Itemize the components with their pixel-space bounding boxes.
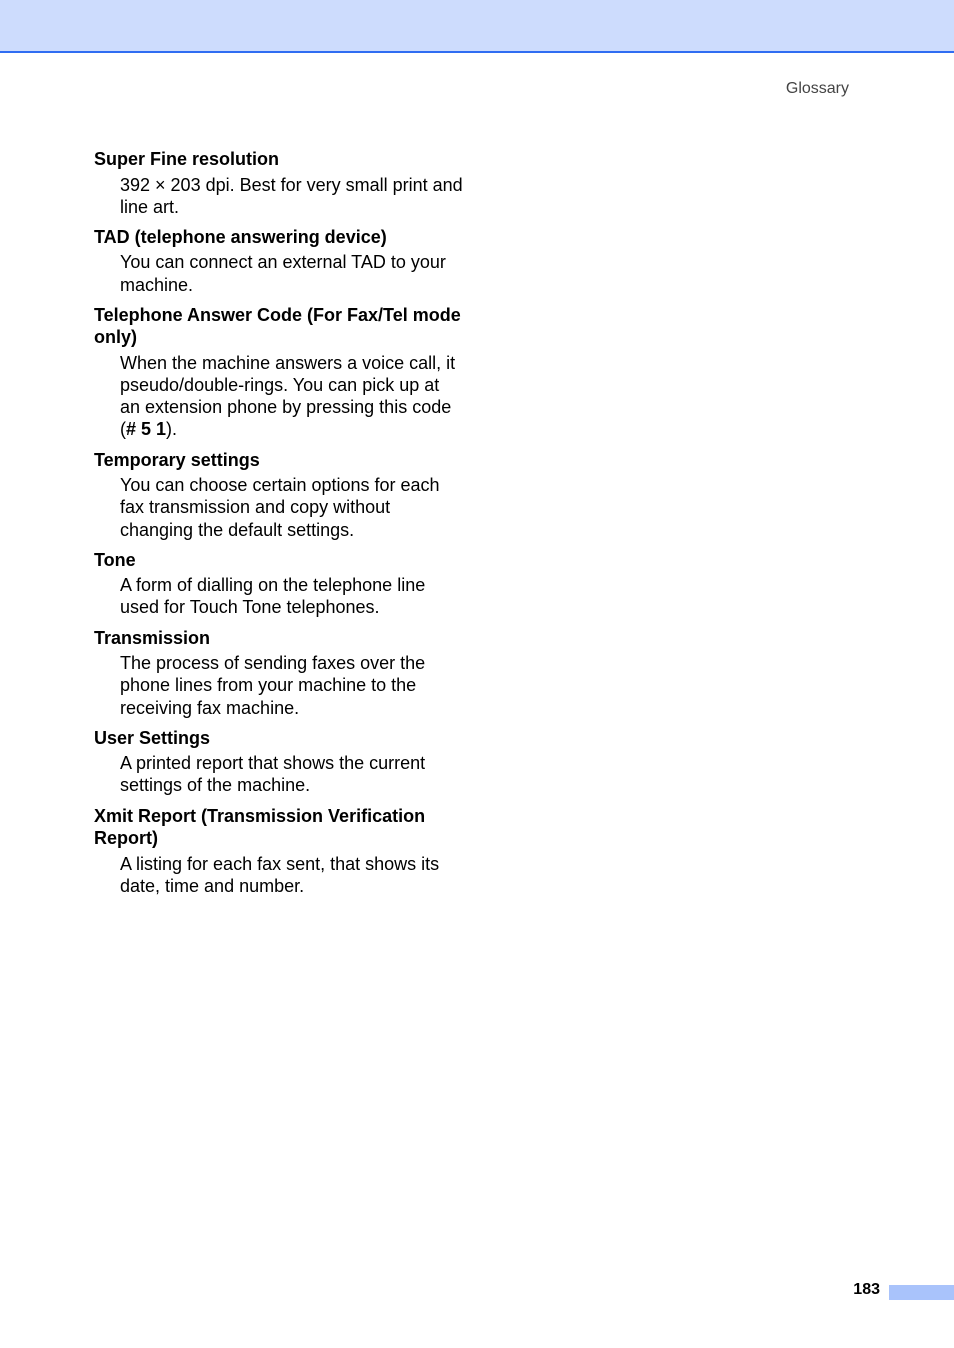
glossary-term: User Settings: [94, 727, 211, 748]
glossary-entry: [94, 805, 464, 897]
glossary-definition: The process of sending faxes over the phone lines from your machine to the receiving fax machine.: [120, 653, 426, 718]
glossary-definition: 392 × 203 dpi. Best for very small print and line art.: [120, 174, 463, 217]
glossary-entry: [94, 449, 464, 541]
glossary-definition: A form of dialling on the telephone line used for Touch Tone telephones.: [120, 575, 426, 618]
page-tab: [889, 1285, 954, 1300]
glossary-entry: [94, 549, 464, 619]
glossary-entry: [94, 727, 464, 797]
glossary-definition: A printed report that shows the current settings of the machine.: [120, 753, 426, 796]
glossary-entry: [94, 226, 464, 296]
glossary-term: Telephone Answer Code (For Fax/Tel mode only): [94, 304, 461, 348]
definition-text: ).: [166, 419, 178, 440]
glossary-definition: You can connect an external TAD to your machine.: [120, 252, 446, 295]
glossary-definition: You can choose certain options for each fax transmission and copy without changing the default settings.: [120, 475, 440, 540]
section-label: Glossary: [785, 80, 849, 97]
glossary-definition: A listing for each fax sent, that shows its date, time and number.: [120, 853, 440, 896]
glossary-definition: [120, 352, 464, 441]
glossary-term: Super Fine resolution: [94, 149, 280, 169]
glossary-entry: [94, 304, 464, 441]
header-band: [0, 0, 954, 53]
glossary-term: TAD (telephone answering device): [94, 226, 387, 247]
glossary-term: Tone: [94, 549, 136, 570]
glossary-list: [94, 148, 464, 905]
glossary-term: Transmission: [94, 627, 211, 648]
definition-text: When the machine answers a voice call, it pseudo/double-rings. You can pick up at an extension phone by pressing this code (: [120, 352, 456, 440]
glossary-entry: [94, 627, 464, 719]
glossary-term: Temporary settings: [94, 449, 260, 470]
glossary-term: Xmit Report (Transmission Verification Report): [94, 805, 426, 849]
answer-code: # 5 1: [126, 419, 167, 440]
page-number: 183: [853, 1281, 880, 1298]
glossary-entry: [94, 148, 464, 218]
